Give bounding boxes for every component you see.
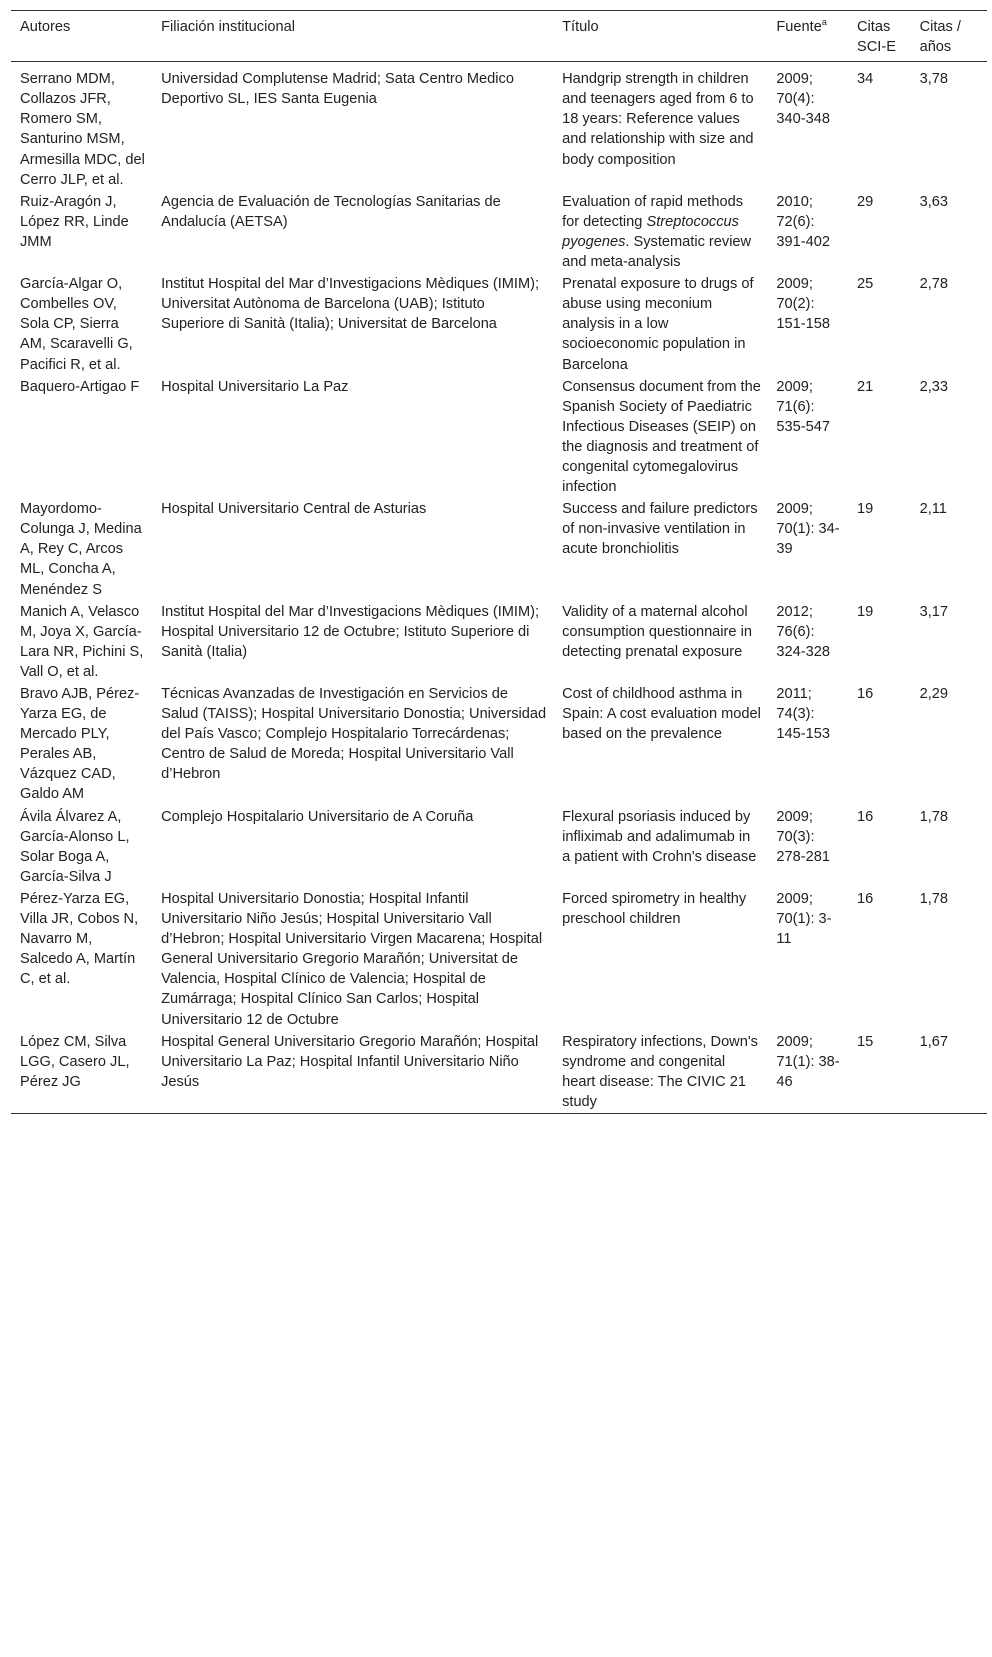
cell-citas: 16 (857, 808, 874, 825)
cell-autores: Ruiz-Aragón J, López RR, Linde JMM (20, 193, 129, 250)
cell-titulo: Flexural psoriasis induced by infliximab and adalimumab in a patient with Crohn's disease (562, 808, 757, 865)
footnote-marker: a (821, 17, 827, 28)
cell-citas: 15 (857, 1033, 874, 1050)
cell-citas-anos: 1,67 (919, 1033, 948, 1050)
cell-fuente: 2011; 74(3): 145-153 (776, 686, 830, 743)
cell-filiacion: Institut Hospital del Mar d’Investigacions Mèdiques (IMIM); Hospital Universitario 12 de Octubre; Istituto Superiore di Sanità (Italia) (161, 603, 540, 660)
cell-filiacion: Universidad Complutense Madrid; Sata Centro Medico Deportivo SL, IES Santa Eugenia (161, 71, 514, 108)
cell-titulo: Prenatal exposure to drugs of abuse using meconium analysis in a low socioeconomic population in Barcelona (562, 276, 754, 373)
table-row (11, 601, 987, 683)
cell-autores: Ávila Álvarez A, García-Alonso L, Solar Boga A, García-Silva J (20, 808, 130, 885)
table-body (11, 62, 987, 1114)
cell-citas: 19 (857, 501, 874, 518)
table-row (11, 806, 987, 888)
title-species-italic: Streptococcus pyogenes (562, 213, 739, 250)
header-titulo: Título (562, 19, 599, 35)
cell-autores: Pérez-Yarza EG, Villa JR, Cobos N, Navarro M, Salcedo A, Martín C, et al. (20, 890, 139, 988)
header-row (11, 11, 987, 62)
title-text-rest: . Systematic review and meta-analysis (562, 233, 752, 271)
cell-autores: Baquero-Artigao F (20, 378, 140, 395)
cell-citas: 29 (857, 193, 874, 210)
cell-autores: García-Algar O, Combelles OV, Sola CP, Sierra AM, Scaravelli G, Pacifici R, et al. (20, 276, 133, 373)
cell-filiacion: Complejo Hospitalario Universitario de A Coruña (161, 808, 474, 825)
cell-fuente: 2009; 70(2): 151-158 (776, 276, 830, 333)
cell-filiacion: Hospital General Universitario Gregorio Marañón; Hospital Universitario La Paz; Hospital Infantil Universitario Niño Jesús (161, 1033, 539, 1090)
citations-table (11, 10, 987, 1114)
cell-citas-anos: 1,78 (919, 808, 948, 825)
cell-autores: López CM, Silva LGG, Casero JL, Pérez JG (20, 1033, 130, 1090)
cell-titulo: Forced spirometry in healthy preschool children (562, 890, 747, 928)
cell-citas-anos: 2,78 (919, 276, 948, 293)
header-citas-anos: Citas / años (919, 19, 961, 56)
title-text: Evaluation of rapid methods for detecting (562, 193, 744, 230)
cell-fuente: 2009; 71(6): 535-547 (776, 378, 830, 435)
table-header (11, 11, 987, 62)
cell-citas: 16 (857, 686, 874, 702)
header-fuente (767, 11, 848, 62)
cell-citas: 25 (857, 276, 874, 293)
table-row (11, 62, 987, 191)
cell-titulo: Validity of a maternal alcohol consumption questionnaire in detecting prenatal exposure (562, 603, 752, 660)
cell-titulo: Cost of childhood asthma in Spain: A cost evaluation model based on the prevalence (562, 686, 761, 743)
cell-filiacion: Agencia de Evaluación de Tecnologías Sanitarias de Andalucía (AETSA) (161, 193, 501, 230)
cell-fuente: 2009; 70(3): 278-281 (776, 808, 830, 865)
header-autores: Autores (20, 19, 71, 35)
table-row (11, 273, 987, 375)
cell-filiacion: Institut Hospital del Mar d’Investigacions Mèdiques (IMIM); Universitat Autònoma de Barcelona (UAB); Istituto Superiore di Sanità (Italia); Universitat de Barcelona (161, 276, 540, 333)
cell-titulo: Success and failure predictors of non-invasive ventilation in acute bronchiolitis (562, 501, 758, 558)
cell-autores: Manich A, Velasco M, Joya X, García-Lara NR, Pichini S, Vall O, et al. (20, 603, 144, 680)
cell-fuente: 2010; 72(6): 391-402 (776, 193, 830, 250)
cell-titulo (553, 191, 767, 273)
cell-filiacion: Hospital Universitario Central de Asturias (161, 501, 427, 518)
cell-filiacion: Hospital Universitario Donostia; Hospital Infantil Universitario Niño Jesús; Hospital Universitario Vall d’Hebron; Hospital Universitario Virgen Macarena; Hospital General Universitario Gregorio Marañón; Universitat de Valencia, Hospital Clínico de Valencia; Hospital de Zumárraga; Hospital Clínico San Carlos; Hospital Universitario 12 de Octubre (161, 890, 543, 1028)
table-row (11, 683, 987, 806)
cell-filiacion: Hospital Universitario La Paz (161, 378, 349, 395)
cell-titulo: Respiratory infections, Down's syndrome and congenital heart disease: The CIVIC 21 study (562, 1033, 758, 1110)
cell-autores: Mayordomo-Colunga J, Medina A, Rey C, Arcos ML, Concha A, Menéndez S (20, 501, 142, 598)
cell-autores: Bravo AJB, Pérez-Yarza EG, de Mercado PLY, Perales AB, Vázquez CAD, Galdo AM (20, 686, 140, 803)
cell-fuente: 2009; 71(1): 38-46 (776, 1033, 840, 1090)
cell-filiacion: Técnicas Avanzadas de Investigación en Servicios de Salud (TAISS); Hospital Universitario Donostia; Universidad del País Vasco; Complejo Hospitalario Torrecárdenas; Centro de Salud de Moreda; Hospital Universitario Vall d’Hebron (161, 686, 547, 783)
cell-citas-anos: 2,33 (919, 378, 948, 395)
cell-citas: 34 (857, 71, 874, 88)
cell-citas-anos: 2,29 (919, 686, 948, 702)
cell-citas: 21 (857, 378, 874, 395)
table-row (11, 191, 987, 273)
cell-citas-anos: 2,11 (919, 501, 947, 518)
table-row (11, 498, 987, 600)
header-filiacion: Filiación institucional (161, 19, 295, 35)
cell-citas-anos: 3,78 (919, 71, 948, 88)
table-row (11, 376, 987, 499)
cell-citas: 16 (857, 890, 874, 907)
cell-fuente: 2009; 70(1): 34-39 (776, 501, 840, 558)
cell-fuente: 2009; 70(1): 3-11 (776, 890, 832, 948)
cell-titulo: Consensus document from the Spanish Society of Paediatric Infectious Diseases (SEIP) on the diagnosis and treatment of congenital cytomegalovirus infection (562, 378, 761, 496)
cell-fuente: 2012; 76(6): 324-328 (776, 603, 830, 660)
cell-citas: 19 (857, 603, 874, 620)
cell-citas-anos: 3,17 (919, 603, 948, 620)
table-row (11, 888, 987, 1031)
header-citas: Citas SCI-E (857, 19, 896, 56)
header-fuente-label: Fuente (776, 19, 822, 35)
cell-titulo: Handgrip strength in children and teenagers aged from 6 to 18 years: Reference values and relationship with size and body composition (562, 71, 754, 168)
cell-fuente: 2009; 70(4): 340-348 (776, 71, 830, 128)
cell-citas-anos: 1,78 (919, 890, 948, 907)
cell-autores: Serrano MDM, Collazos JFR, Romero SM, Santurino MSM, Armesilla MDC, del Cerro JLP, et al. (20, 71, 145, 188)
cell-citas-anos: 3,63 (919, 193, 948, 210)
table-row (11, 1031, 987, 1114)
